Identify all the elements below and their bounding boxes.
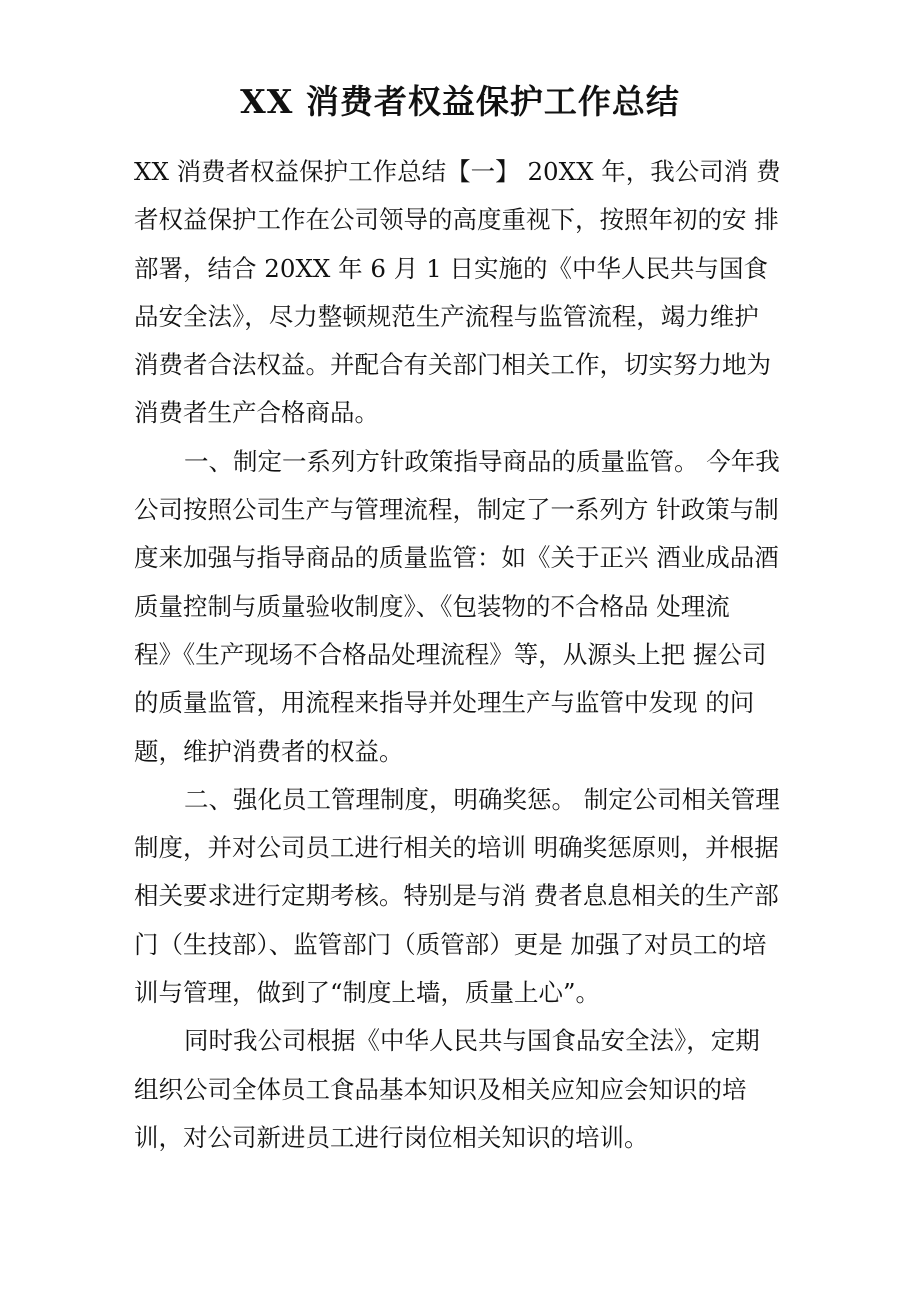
paragraph-3-line-1: 二、强化员工管理制度，明确奖惩。 制定公司相关管理	[184, 784, 780, 814]
paragraph-2-line-3: 度来加强与指导商品的质量监管：如《关于正兴 酒业成品酒	[134, 543, 779, 573]
paragraph-1-line-4: 品安全法》，尽力整顿规范生产流程与监管流程，竭力维护	[134, 301, 759, 331]
paragraph-3-line-5: 训与管理，做到了“制度上墙，质量上心”。	[134, 978, 601, 1008]
paragraph-2-line-1: 一、制定一系列方针政策指导商品的质量监管。 今年我	[184, 446, 780, 476]
document-title: XX 消费者权益保护工作总结	[240, 82, 680, 121]
paragraph-2-line-7: 题，维护消费者的权益。	[134, 736, 404, 766]
paragraph-4-line-3: 训，对公司新进员工进行岗位相关知识的培训。	[134, 1122, 649, 1152]
paragraph-2-line-5: 程》《生产现场不合格品处理流程》等，从源头上把 握公司	[134, 639, 767, 669]
paragraph-1-line-1: XX 消费者权益保护工作总结【一】 20XX 年，我公司消 费	[134, 157, 781, 186]
paragraph-1-line-2: 者权益保护工作在公司领导的高度重视下，按照年初的安 排	[134, 205, 779, 235]
paragraph-3-line-3: 相关要求进行定期考核。特别是与消 费者息息相关的生产部	[134, 881, 779, 911]
paragraph-2-line-4: 质量控制与质量验收制度》、《包装物的不合格品 处理流	[134, 591, 730, 621]
document-body	[134, 148, 794, 1162]
paragraph-3-line-2: 制度，并对公司员工进行相关的培训 明确奖惩原则，并根据	[134, 833, 779, 863]
paragraph-4-line-2: 组织公司全体员工食品基本知识及相关应知应会知识的培	[134, 1074, 747, 1104]
paragraph-3-line-4: 门（生技部）、监管部门（质管部）更是 加强了对员工的培	[134, 929, 767, 959]
paragraph-2-line-2: 公司按照公司生产与管理流程，制定了一系列方 针政策与制	[134, 495, 779, 525]
paragraph-2-line-6: 的质量监管，用流程来指导并处理生产与监管中发现 的问	[134, 688, 755, 718]
paragraph-1-line-3: 部署，结合 20XX 年 6 月 1 日实施的《中华人民共与国食	[134, 253, 768, 283]
paragraph-4-line-1: 同时我公司根据《中华人民共与国食品安全法》，定期	[184, 1026, 760, 1056]
paragraph-1-line-6: 消费者生产合格商品。	[134, 398, 379, 428]
paragraph-1-line-5: 消费者合法权益。并配合有关部门相关工作，切实努力地为	[134, 350, 771, 380]
